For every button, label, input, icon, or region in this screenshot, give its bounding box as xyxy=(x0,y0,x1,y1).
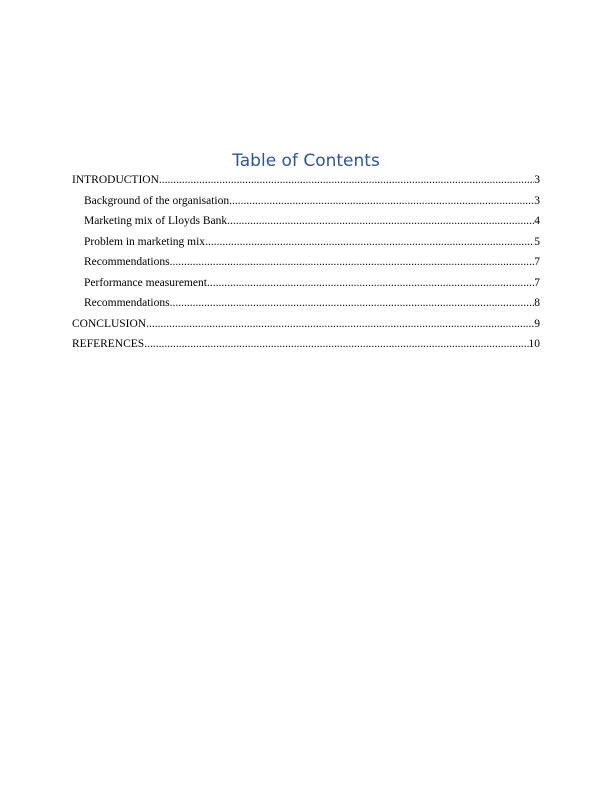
toc-entry-label: Performance measurement xyxy=(84,276,207,289)
toc-dot-leader xyxy=(207,275,534,292)
toc-page-number: 10 xyxy=(528,338,540,350)
toc-title: Table of Contents xyxy=(232,151,380,171)
toc-page-number: 4 xyxy=(534,215,540,227)
toc-page-number: 3 xyxy=(534,194,540,207)
toc-entry-label: Marketing mix of Lloyds Bank xyxy=(84,215,228,227)
toc-entry-label: INTRODUCTION xyxy=(72,174,159,186)
toc-entry-label: Recommendations xyxy=(84,256,170,268)
toc-dot-leader xyxy=(144,336,528,353)
toc-entry-background[interactable] xyxy=(72,193,540,214)
toc-entry-recommendations-2[interactable] xyxy=(72,295,540,316)
toc-page-number: 8 xyxy=(534,297,540,309)
toc-page-number: 3 xyxy=(534,174,540,186)
table-of-contents xyxy=(72,172,540,357)
toc-entry-introduction[interactable] xyxy=(72,172,540,193)
toc-entry-problem[interactable] xyxy=(72,234,540,255)
toc-entry-references[interactable] xyxy=(72,336,540,357)
toc-dot-leader xyxy=(205,234,534,251)
toc-entry-label: Background of the organisation xyxy=(84,194,230,207)
toc-entry-label: Recommendations xyxy=(84,297,170,309)
toc-dot-leader xyxy=(229,193,534,210)
toc-entry-label: CONCLUSION xyxy=(72,317,147,330)
toc-page-number: 9 xyxy=(534,317,540,330)
toc-page-number: 7 xyxy=(534,276,540,289)
toc-page-number: 7 xyxy=(534,256,540,268)
toc-dot-leader xyxy=(170,295,535,312)
toc-dot-leader xyxy=(146,316,534,333)
toc-dot-leader xyxy=(159,172,534,189)
toc-dot-leader xyxy=(170,254,535,271)
toc-dot-leader xyxy=(227,213,534,230)
toc-entry-performance[interactable] xyxy=(72,275,540,296)
toc-entry-conclusion[interactable] xyxy=(72,316,540,337)
toc-entry-label: REFERENCES xyxy=(72,338,145,350)
toc-entry-label: Problem in marketing mix xyxy=(84,235,206,248)
toc-entry-marketing-mix[interactable] xyxy=(72,213,540,234)
toc-entry-recommendations-1[interactable] xyxy=(72,254,540,275)
toc-page-number: 5 xyxy=(534,235,540,248)
